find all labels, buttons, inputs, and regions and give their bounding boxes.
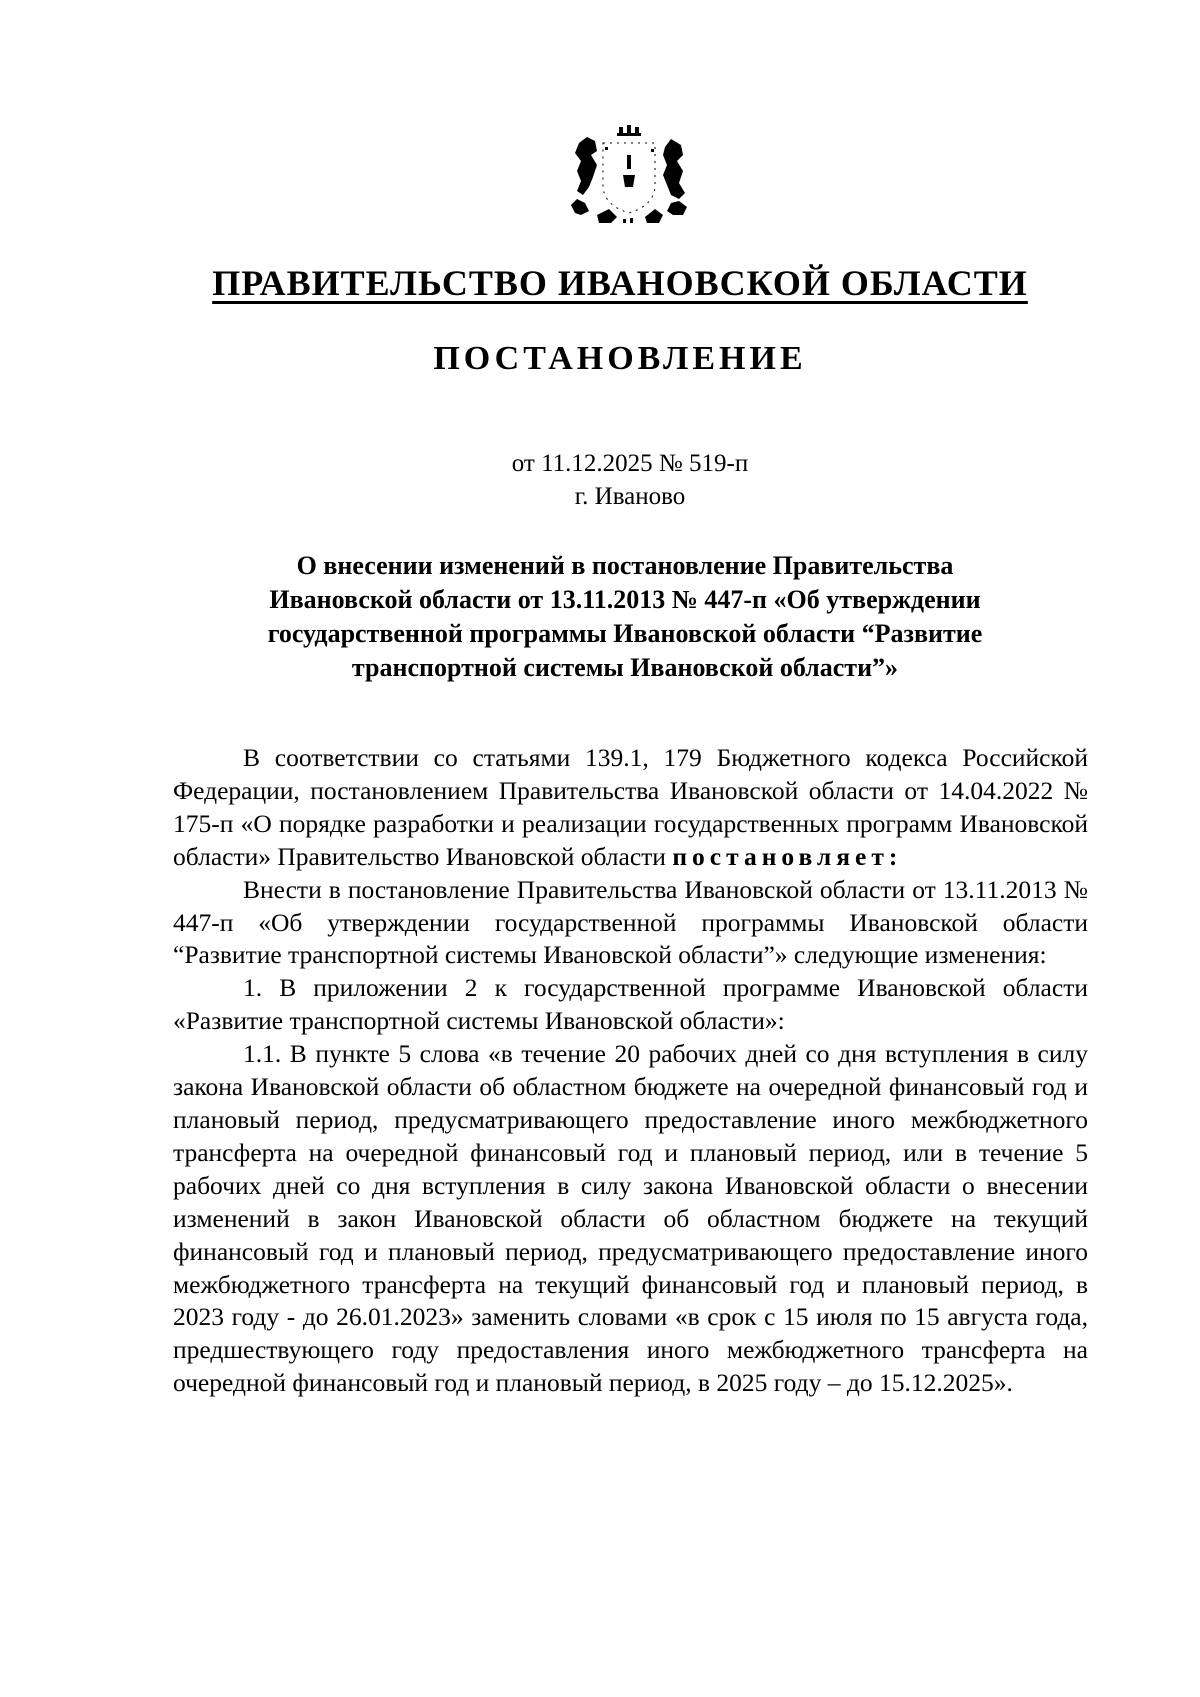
body-paragraph: 1. В приложении 2 к государственной программе Ивановской области «Развитие транспортной системы Ивановской области»: [173, 973, 1088, 1036]
document-body [173, 742, 1088, 1400]
preamble-text: В соответствии со статьями 139.1, 179 Бюджетного кодекса Российской Федерации, постановлением Правительства Ивановской области от 14.04.2022 № 175-п «О порядке разработки и реализации государственных программ Ивановской области» Правительство Ивановской области [173, 743, 1088, 871]
document-title-line: Ивановской области от 13.11.2013 № 447-п «Об утверждении [269, 585, 981, 614]
document-date-number: от 11.12.2025 № 519-п [511, 450, 749, 477]
document-city: г. Иваново [574, 483, 686, 510]
body-paragraph: Внести в постановление Правительства Ивановской области от 13.11.2013 № 447-п «Об утверждении государственной программы Ивановской области “Развитие транспортной системы Ивановской области”» следующие изменения: [173, 874, 1088, 970]
document-title-line: транспортной системы Ивановской области”» [351, 653, 899, 682]
document-title-line: государственной программы Ивановской области “Развитие [267, 619, 983, 648]
government-name: ПРАВИТЕЛЬСТВО ИВАНОВСКОЙ ОБЛАСТИ [212, 263, 1028, 303]
document-type: ПОСТАНОВЛЕНИЕ [433, 340, 807, 377]
document-title-line: О внесении изменений в постановление Правительства [296, 551, 954, 580]
preamble-paragraph [173, 742, 1088, 874]
document-title [210, 549, 1040, 685]
resolves-word: постановляет: [672, 841, 903, 871]
coat-of-arms-icon [567, 125, 691, 225]
body-paragraph: 1.1. В пункте 5 слова «в течение 20 рабочих дней со дня вступления в силу закона Ивановской области об областном бюджете на очередной финансовый год и плановый период, предусматривающего предоставление иного межбюджетного трансферта на очередной финансовый год и плановый период, или в течение 5 рабочих дней со дня вступления в силу закона Ивановской области о внесении изменений в закон Ивановской области об областном бюджете на текущий финансовый год и плановый период, предусматривающего предоставление иного межбюджетного трансферта на текущий финансовый год и плановый период, в 2023 году - до 26.01.2023» заменить словами «в срок с 15 июля по 15 августа года, предшествующего году предоставления иного межбюджетного трансферта на очередной финансовый год и плановый период, в 2025 году – до 15.12.2025». [173, 1039, 1088, 1398]
